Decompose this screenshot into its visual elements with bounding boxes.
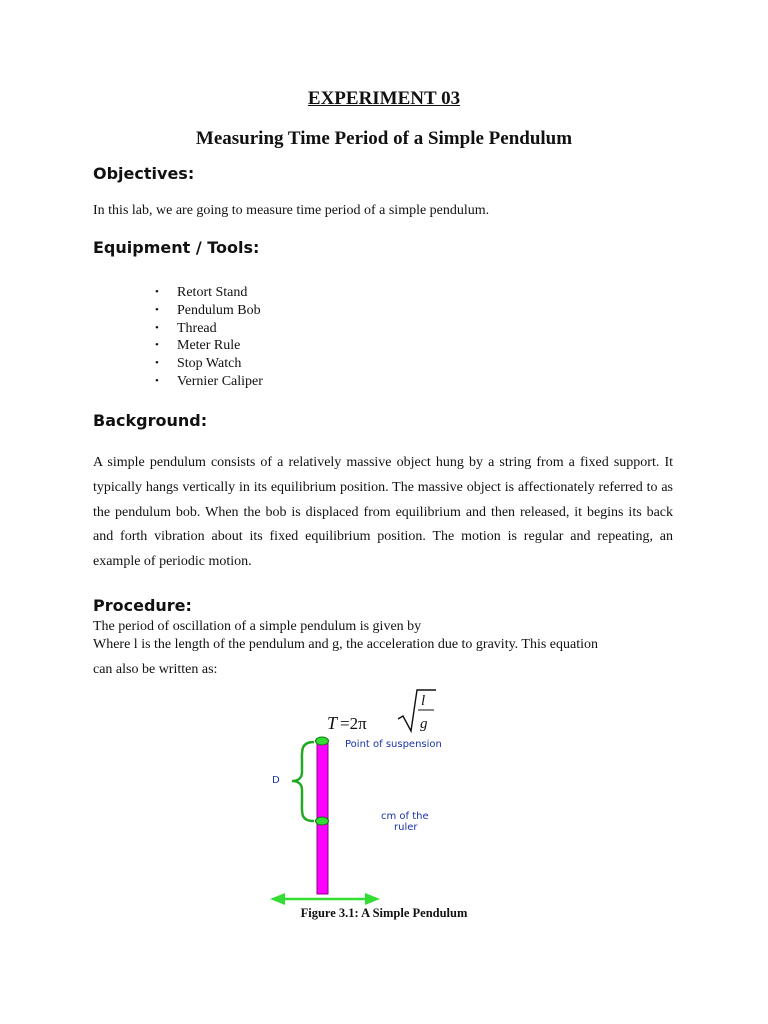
distance-label: D <box>272 775 280 786</box>
page-title: EXPERIMENT 03 <box>307 88 461 109</box>
procedure-line-3: can also be written as: <box>93 662 218 677</box>
distance-brace <box>292 742 314 821</box>
center-of-mass-icon <box>316 817 329 825</box>
list-item: • Pendulum Bob <box>155 302 261 318</box>
cm-label-line-2: ruler <box>394 822 418 833</box>
figure-caption: Figure 3.1: A Simple Pendulum <box>300 906 468 920</box>
bullet-icon: • <box>155 321 159 334</box>
background-paragraph: A simple pendulum consists of a relatively massive object hung by a string from a fixed support. It typically hangs vertically in its equilibrium position. The massive object is affectionately referred to as the pendulum bob. When the bob is displaced from equilibrium and then released, it begins its back and forth vibration about its fixed equilibrium position. The motion is regular and repeating, an example of periodic motion. <box>93 455 673 570</box>
list-item: • Retort Stand <box>155 285 248 300</box>
bullet-icon: • <box>155 374 159 387</box>
bullet-icon: • <box>155 286 159 298</box>
suspension-point-icon <box>316 737 329 745</box>
bullet-icon: • <box>155 357 159 370</box>
procedure-line-1: The period of oscillation of a simple pendulum is given by <box>93 619 422 634</box>
formula-lhs: T <box>327 713 338 733</box>
procedure-heading: Procedure: <box>93 596 192 615</box>
suspension-label: Point of suspension <box>345 739 442 750</box>
equipment-heading: Equipment / Tools: <box>93 238 260 257</box>
formula-eq: =2π <box>340 714 367 733</box>
formula-numerator: l <box>421 693 426 709</box>
objectives-text: In this lab, we are going to measure time period of a simple pendulum. <box>93 203 490 218</box>
bullet-icon: • <box>155 339 159 352</box>
double-arrow-icon <box>270 893 380 905</box>
list-item: • Meter Rule <box>155 338 241 354</box>
formula-denominator: g <box>420 716 428 732</box>
objectives-heading: Objectives: <box>93 164 195 183</box>
background-heading: Background: <box>93 411 208 430</box>
cm-label-line-1: cm of the <box>381 811 429 822</box>
list-item: • Vernier Caliper <box>155 373 263 389</box>
page-subtitle: Measuring Time Period of a Simple Pendulum <box>195 128 573 149</box>
list-item: • Thread <box>155 320 217 336</box>
procedure-line-2: Where l is the length of the pendulum and g, the acceleration due to gravity. This equation <box>93 637 599 652</box>
list-item: • Stop Watch <box>155 356 242 372</box>
bullet-icon: • <box>155 303 159 316</box>
